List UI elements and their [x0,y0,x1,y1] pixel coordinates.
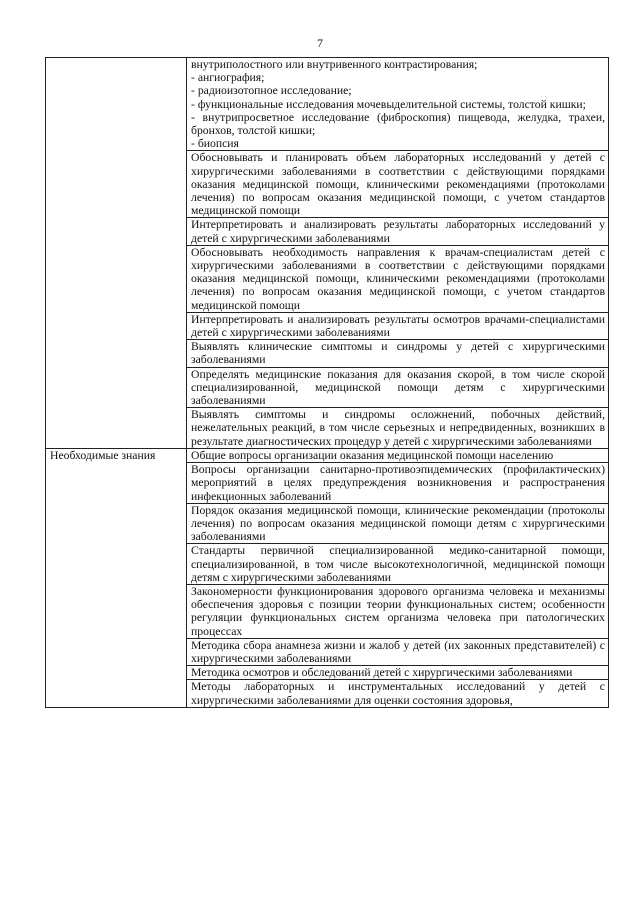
table-cell: Методика осмотров и обследований детей с хирургическими заболеваниями [187,666,609,680]
list-item: внутриполостного или внутривенного контрастирования; [191,58,478,71]
cell-text [191,58,605,150]
list-item: - внутрипросветное исследование (фиброскопия) пищевода, желудка, трахеи, бронхов, толстой кишки; [191,110,605,138]
table-cell: Методы лабораторных и инструментальных исследований у детей с хирургическими заболеваниями для оценки состояния здоровья, [187,680,609,707]
table-cell: Выявлять симптомы и синдромы осложнений, побочных действий, нежелательных реакций, в том числе серьезных и непредвиденных, возникших в результате диагностических процедур у детей с хирургическими заболеваниями [187,408,609,449]
table-cell: Выявлять клинические симптомы и синдромы у детей с хирургическими заболеваниями [187,340,609,367]
list-item: - ангиография; [191,71,265,85]
table-cell: Обосновывать необходимость направления к врачам-специалистам детей с хирургическими заболеваниями в соответствии с действующими порядками оказания медицинской помощи, клиническими рекомендациями (протоколами лечения) по вопросам оказания медицинской помощи, с учетом стандартов медицинской помощи [187,245,609,312]
table-cell [187,58,609,151]
section-label-cell: Необходимые знания [46,448,187,707]
table-cell: Интерпретировать и анализировать результаты лабораторных исследований у детей с хирургическими заболеваниями [187,218,609,245]
competency-table [45,57,609,708]
table-cell: Стандарты первичной специализированной медико-санитарной помощи, специализированной, в том числе высокотехнологичной, медицинской помощи детям с хирургическими заболеваниями [187,544,609,585]
list-item: - радиоизотопное исследование; [191,84,352,98]
table-cell: Обосновывать и планировать объем лабораторных исследований у детей с хирургическими заболеваниями в соответствии с действующими порядками оказания медицинской помощи, клиническими рекомендациями (протоколами лечения) по вопросам оказания медицинской помощи, с учетом стандартов медицинской помощи [187,151,609,218]
table-cell: Определять медицинские показания для оказания скорой, в том числе скорой специализированной, медицинской помощи детям с хирургическими заболеваниями [187,367,609,408]
table-row [46,448,609,462]
table-cell: Интерпретировать и анализировать результаты осмотров врачами-специалистами детей с хирургическими заболеваниями [187,312,609,339]
list-item: - биопсия [191,137,239,151]
table-row [46,58,609,151]
page-number: 7 [317,36,323,50]
table-body [46,58,609,708]
table-cell: Методика сбора анамнеза жизни и жалоб у детей (их законных представителей) с хирургическими заболеваниями [187,638,609,665]
table-cell: Вопросы организации санитарно-противоэпидемических (профилактических) мероприятий в целях предупреждения возникновения и распространения инфекционных заболеваний [187,463,609,504]
table-cell: Общие вопросы организации оказания медицинской помощи населению [187,448,609,462]
section-label-cell [46,58,187,449]
table-cell: Закономерности функционирования здорового организма человека и механизмы обеспечения здоровья с позиции теории функциональных систем; особенности регуляции функциональных систем организма человека при патологических процессах [187,584,609,638]
list-item: - функциональные исследования мочевыделительной системы, толстой кишки; [191,97,586,111]
table-cell: Порядок оказания медицинской помощи, клинические рекомендации (протоколы лечения) по вопросам оказания медицинской помощи детям с хирургическими заболеваниями [187,503,609,544]
